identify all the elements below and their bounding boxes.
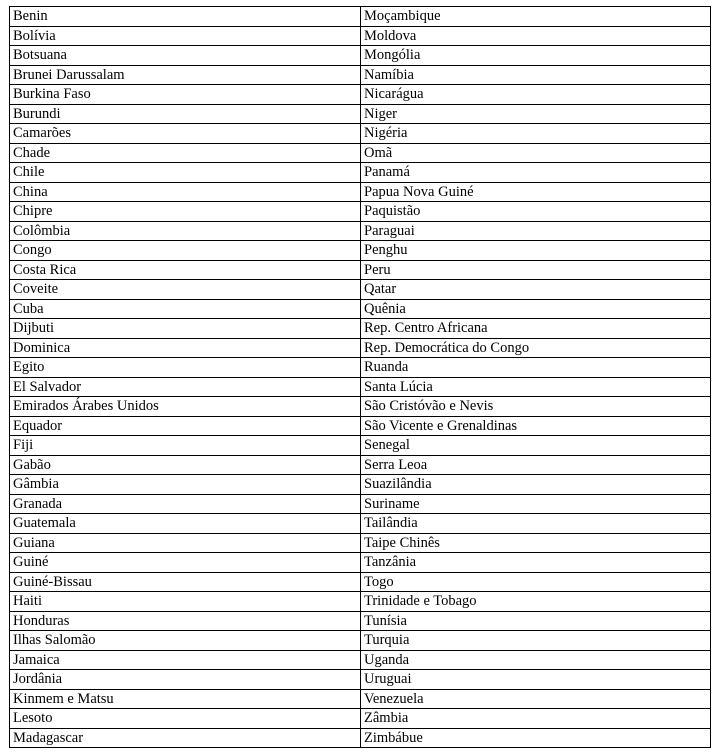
country-cell-left: Bolívia — [10, 26, 361, 46]
table-row — [10, 377, 711, 397]
country-cell-left: Kinmem e Matsu — [10, 689, 361, 709]
table-row — [10, 455, 711, 475]
country-cell-left: Fiji — [10, 436, 361, 456]
table-row — [10, 85, 711, 105]
country-table-body — [10, 7, 711, 748]
table-row — [10, 182, 711, 202]
country-cell-left: Guiana — [10, 533, 361, 553]
country-cell-left: Costa Rica — [10, 260, 361, 280]
country-cell-left: Dijbuti — [10, 319, 361, 339]
country-cell-left: Haiti — [10, 592, 361, 612]
country-cell-left: Burundi — [10, 104, 361, 124]
country-cell-left: Burkina Faso — [10, 85, 361, 105]
table-row — [10, 689, 711, 709]
table-row — [10, 650, 711, 670]
country-cell-right: Niger — [361, 104, 711, 124]
country-cell-right: Papua Nova Guiné — [361, 182, 711, 202]
country-cell-right: São Cristóvão e Nevis — [361, 397, 711, 417]
country-cell-right: Nigéria — [361, 124, 711, 144]
country-cell-right: Santa Lúcia — [361, 377, 711, 397]
country-cell-left: Gâmbia — [10, 475, 361, 495]
country-cell-left: Cuba — [10, 299, 361, 319]
country-cell-right: Qatar — [361, 280, 711, 300]
table-row — [10, 572, 711, 592]
country-cell-right: Togo — [361, 572, 711, 592]
country-cell-right: Uganda — [361, 650, 711, 670]
country-cell-right: Senegal — [361, 436, 711, 456]
country-cell-right: Paraguai — [361, 221, 711, 241]
country-cell-left: Gabão — [10, 455, 361, 475]
country-cell-left: Guatemala — [10, 514, 361, 534]
country-cell-left: El Salvador — [10, 377, 361, 397]
country-cell-left: Emirados Árabes Unidos — [10, 397, 361, 417]
country-cell-left: Madagascar — [10, 728, 361, 748]
country-cell-right: Tunísia — [361, 611, 711, 631]
country-cell-left: Ilhas Salomão — [10, 631, 361, 651]
country-cell-right: Suriname — [361, 494, 711, 514]
table-row — [10, 728, 711, 748]
country-cell-right: Taipe Chinês — [361, 533, 711, 553]
country-cell-left: Granada — [10, 494, 361, 514]
table-row — [10, 592, 711, 612]
country-cell-right: Rep. Democrática do Congo — [361, 338, 711, 358]
country-cell-left: Benin — [10, 7, 361, 27]
table-row — [10, 46, 711, 66]
country-cell-right: Trinidade e Tobago — [361, 592, 711, 612]
country-cell-left: Lesoto — [10, 709, 361, 729]
country-cell-left: Congo — [10, 241, 361, 261]
country-cell-left: Coveite — [10, 280, 361, 300]
country-cell-right: Mongólia — [361, 46, 711, 66]
table-row — [10, 241, 711, 261]
country-cell-right: Nicarágua — [361, 85, 711, 105]
country-cell-left: Dominica — [10, 338, 361, 358]
table-row — [10, 124, 711, 144]
table-row — [10, 709, 711, 729]
table-row — [10, 533, 711, 553]
table-row — [10, 260, 711, 280]
country-cell-right: Tailândia — [361, 514, 711, 534]
country-cell-right: Namíbia — [361, 65, 711, 85]
country-cell-left: Jordânia — [10, 670, 361, 690]
country-cell-left: Colômbia — [10, 221, 361, 241]
table-row — [10, 494, 711, 514]
country-cell-left: Equador — [10, 416, 361, 436]
country-cell-left: Camarões — [10, 124, 361, 144]
country-cell-right: Ruanda — [361, 358, 711, 378]
table-row — [10, 611, 711, 631]
country-cell-right: Zâmbia — [361, 709, 711, 729]
country-cell-right: Turquia — [361, 631, 711, 651]
country-cell-right: Peru — [361, 260, 711, 280]
table-row — [10, 553, 711, 573]
table-row — [10, 631, 711, 651]
table-row — [10, 104, 711, 124]
country-cell-right: Venezuela — [361, 689, 711, 709]
country-cell-left: Brunei Darussalam — [10, 65, 361, 85]
table-row — [10, 514, 711, 534]
table-row — [10, 65, 711, 85]
table-row — [10, 280, 711, 300]
table-row — [10, 670, 711, 690]
country-cell-right: Quênia — [361, 299, 711, 319]
country-cell-left: Chile — [10, 163, 361, 183]
country-cell-left: Egito — [10, 358, 361, 378]
table-row — [10, 475, 711, 495]
country-cell-left: China — [10, 182, 361, 202]
table-row — [10, 202, 711, 222]
country-cell-right: Omã — [361, 143, 711, 163]
country-cell-left: Botsuana — [10, 46, 361, 66]
table-row — [10, 7, 711, 27]
country-table — [9, 6, 711, 748]
country-cell-left: Guiné — [10, 553, 361, 573]
country-cell-right: Serra Leoa — [361, 455, 711, 475]
table-row — [10, 319, 711, 339]
country-cell-left: Honduras — [10, 611, 361, 631]
country-cell-left: Chade — [10, 143, 361, 163]
country-cell-right: Zimbábue — [361, 728, 711, 748]
country-cell-left: Guiné-Bissau — [10, 572, 361, 592]
country-cell-right: Moldova — [361, 26, 711, 46]
country-cell-right: Suazilândia — [361, 475, 711, 495]
table-row — [10, 338, 711, 358]
country-cell-right: Moçambique — [361, 7, 711, 27]
table-row — [10, 221, 711, 241]
table-row — [10, 26, 711, 46]
country-cell-left: Jamaica — [10, 650, 361, 670]
country-cell-right: Tanzânia — [361, 553, 711, 573]
table-row — [10, 163, 711, 183]
country-cell-right: Uruguai — [361, 670, 711, 690]
country-cell-right: São Vicente e Grenaldinas — [361, 416, 711, 436]
country-cell-right: Paquistão — [361, 202, 711, 222]
table-row — [10, 436, 711, 456]
country-cell-right: Penghu — [361, 241, 711, 261]
table-row — [10, 143, 711, 163]
table-row — [10, 358, 711, 378]
country-cell-right: Rep. Centro Africana — [361, 319, 711, 339]
country-cell-right: Panamá — [361, 163, 711, 183]
country-cell-left: Chipre — [10, 202, 361, 222]
table-row — [10, 416, 711, 436]
table-row — [10, 299, 711, 319]
table-row — [10, 397, 711, 417]
